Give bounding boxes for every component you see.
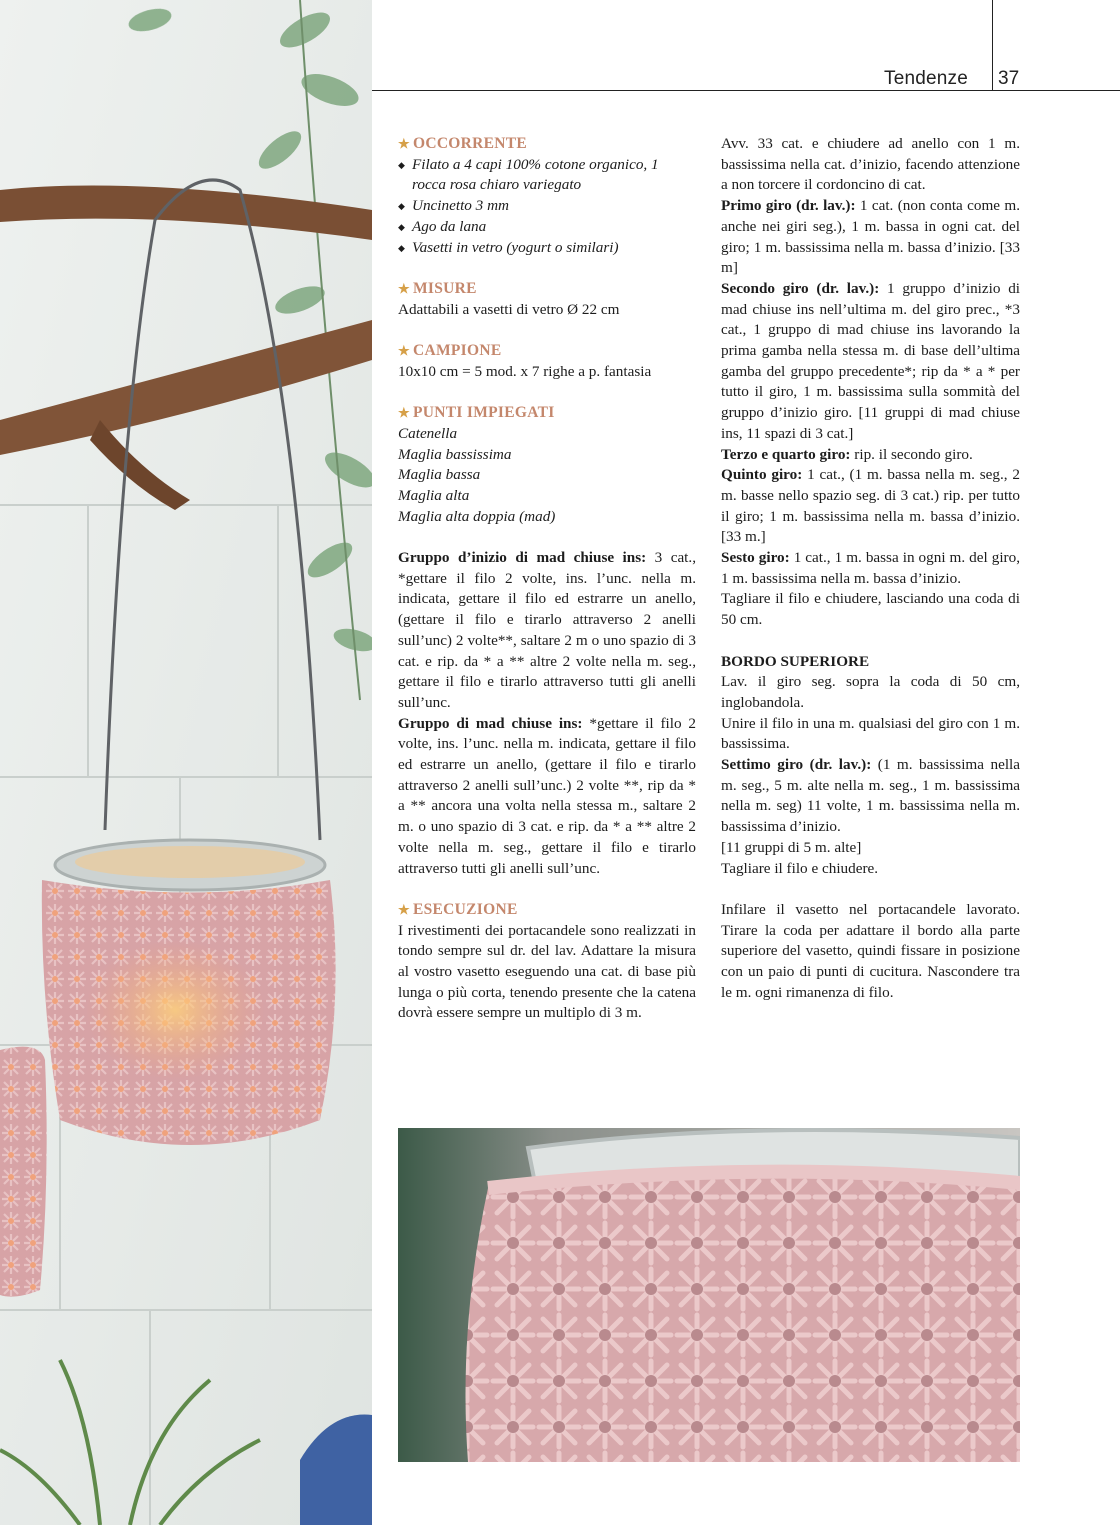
star-icon: ★ [398,343,410,358]
section-name: Tendenze [884,68,969,89]
text-column-left [398,134,696,1024]
text-column-right [721,134,1020,1004]
gruppo-inizio-paragraph: Gruppo d’inizio di mad chiuse ins: 3 cat., *gettare il filo 2 volte, ins. l’unc. nella m. indicata, gettare il filo ed estrarre un anello, (gettare il filo e tirarlo attraverso 2 anelli sull’unc) 2 volte**, saltare 2 m o uno spazio di 3 cat. e rip. da * a ** altre 2 volte nella m. seg., gettare il filo e tirarlo attraverso tutti gli anelli sull’unc. [398,549,696,711]
materials-list [398,155,696,259]
bordo-text-1: Lav. il giro seg. sopra la coda di 50 cm, inglobandola. [721,673,1020,711]
star-icon: ★ [398,136,410,151]
campione-text: 10x10 cm = 5 mod. x 7 righe a p. fantasia [398,362,652,380]
star-icon: ★ [398,280,410,296]
occorrente-heading: ★ OCCORRENTE [398,135,528,152]
terzo-quarto-giro: Terzo e quarto giro: rip. il secondo giro. [721,445,973,463]
crochet-closeup-photo [398,1128,1020,1462]
stitch-item: Maglia bassissima [398,445,512,463]
list-item: ◆ Uncinetto 3 mm [398,196,696,217]
esecuzione-text: I rivestimenti dei portacandele sono realizzati in tondo sempre sul dr. del lav. Adattare la misura al vostro vasetto eseguendo una cat. di base più lunga o più corta, tenendo presente che la catena dovrà essere sempre un multiplo di 3 m. [398,921,696,1022]
gruppo-mad-paragraph: Gruppo di mad chiuse ins: *gettare il filo 2 volte, ins. l’unc. nella m. indicata, gettare il filo ed estrarre un anello, (gettare il filo e tirarlo attraverso 2 anelli sull’unc.) 2 volte **, rip da * a ** ancora una volta nella stessa m., saltare 2 m. o uno spazio di 3 cat. e rip. da * a ** altre 2 volte nella m. seg., gettare il filo e tirarlo attraverso tutti gli anelli sull’unc. [398,714,696,877]
header-vertical-rule [992,0,993,91]
tagliare-text-2: Tagliare il filo e chiudere. [721,859,879,877]
bordo-text-2: Unire il filo in una m. qualsiasi del giro con 1 m. bassissima. [721,714,1020,753]
tagliare-text: Tagliare il filo e chiudere, lasciando una coda di 50 cm. [721,590,1020,629]
campione-heading: ★ CAMPIONE [398,342,502,359]
punti-heading: ★ PUNTI IMPIEGATI [398,404,555,422]
quinto-giro: Quinto giro: 1 cat., (1 m. bassa nella m. seg., 2 m. basse nello spazio seg. di 3 cat.) rip. per tutto il giro; 1 m. bassissima nella m. bassa d’inizio. [33 m.] [721,466,1020,546]
secondo-giro: Secondo giro (dr. lav.): 1 gruppo d’inizio di mad chiuse ins nell’ultima m. del giro prec., *3 cat., 1 gruppo di mad chiuse ins lavorando la prima gamba nella stessa m. di base dell’ultima gamba del gruppo precedente*; rip da * a * per tutto il giro, 1 m. bassissima sulla sommità del gruppo d’inizio giro. [11 gruppi di mad chiuse ins, 11 spazi di 3 cat.] [721,279,1021,442]
finale-paragraph: Infilare il vasetto nel portacandele lavorato. Tirare la coda per adattare il bordo alla parte superiore del vasetto, quindi fissare in posizione con un paio di punti di cucitura. Nascondere tra le m. ogni rimanenza di filo. [721,900,1020,1001]
primo-giro: Primo giro (dr. lav.): 1 cat. (non conta come m. anche nei giri seg.), 1 m. bassa in ogni cat. del giro; 1 m. bassissima nella m. bassa d’inizio. [33 m] [721,197,1020,277]
list-item: ◆ Filato a 4 capi 100% cotone organico, 1 rocca rosa chiaro variegato [398,155,696,196]
page-number: 37 [998,68,1020,89]
star-icon: ★ [398,901,410,917]
stitch-item: Maglia bassa [398,466,481,484]
sesto-giro: Sesto giro: 1 cat., 1 m. bassa in ogni m. del giro, 1 m. bassissima nella m. bassa d’inizio. [721,549,1020,587]
settimo-count: [11 gruppi di 5 m. alte] [721,838,862,856]
list-item: ◆ Ago da lana [398,217,696,238]
star-icon: ★ [398,405,410,421]
header-rule [372,90,1120,91]
stitch-item: Maglia alta doppia (mad) [398,507,556,525]
esecuzione-heading: ★ ESECUZIONE [398,900,518,918]
list-item: ◆ Vasetti in vetro (yogurt o similari) [398,238,696,259]
settimo-giro: Settimo giro (dr. lav.): (1 m. bassissima nella m. seg., 5 m. alte nella m. seg., 1 m. bassissima nella m. seg) 11 volte, 1 m. bassissima nella m. bassissima d’inizio. [721,756,1020,836]
stitch-item: Catenella [398,424,458,442]
misure-heading: ★ MISURE [398,279,477,297]
intro-paragraph: Avv. 33 cat. e chiudere ad anello con 1 m. bassissima nella cat. d’inizio, facendo attenzione a non torcere il cordoncino di cat. [721,135,1020,194]
hanging-candle-jar-photo [0,0,372,1525]
misure-text: Adattabili a vasetti di vetro Ø 22 cm [398,300,620,318]
bordo-superiore-heading: BORDO SUPERIORE [721,652,870,670]
stitch-item: Maglia alta [398,486,470,504]
